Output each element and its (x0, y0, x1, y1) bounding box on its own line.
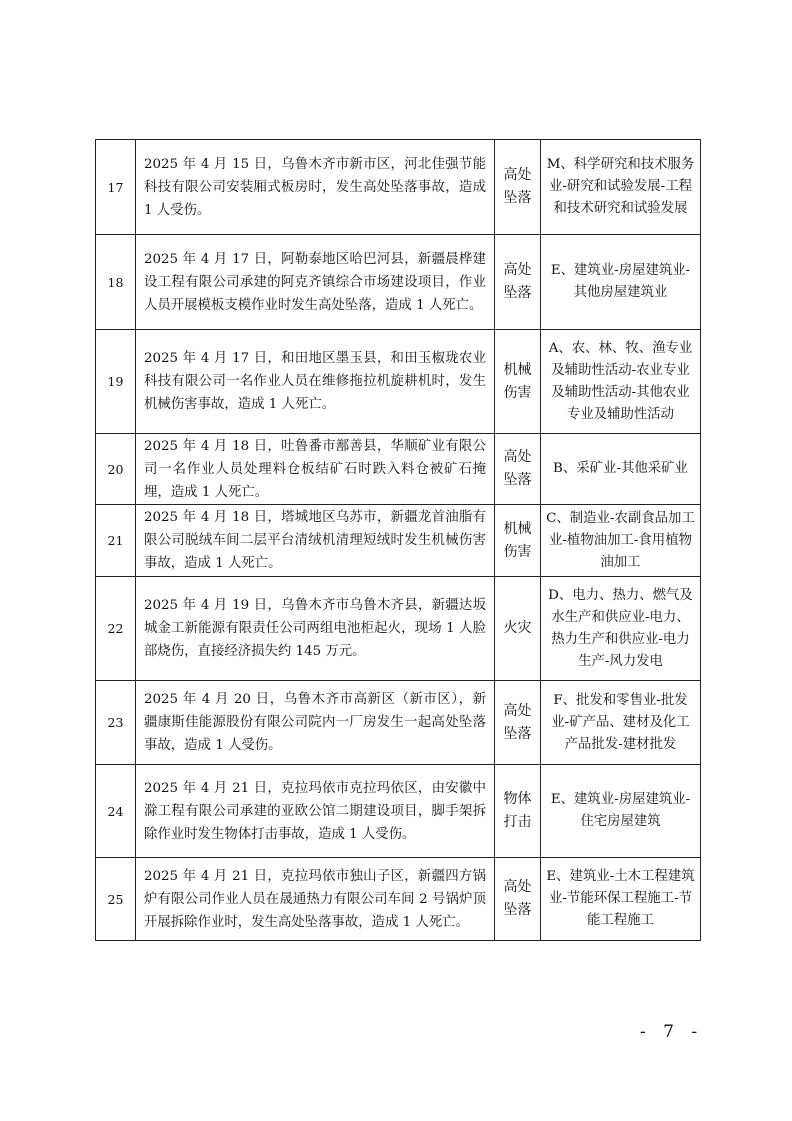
table-row (96, 140, 701, 235)
accident-type: 机械伤害 (503, 520, 532, 560)
accident-type: 火灾 (503, 620, 532, 636)
table-row (96, 505, 701, 577)
accident-type: 机械伤害 (503, 361, 532, 401)
industry-category: C、制造业-农副食品加工业-植物油加工-食用植物油加工 (541, 505, 701, 577)
row-number: 23 (96, 681, 136, 765)
accident-type: 高处坠落 (503, 879, 532, 918)
accident-description: 2025 年 4 月 15 日，乌鲁木齐市新市区，河北佳强节能科技有限公司安装厢式板房时，发生高处坠落事故，造成 1 人受伤。 (136, 140, 495, 235)
accident-type: 高处坠落 (503, 262, 532, 301)
industry-category: D、电力、热力、燃气及水生产和供应业-电力、热力生产和供应业-电力生产-风力发电 (541, 577, 701, 681)
row-number: 22 (96, 577, 136, 681)
row-number: 20 (96, 434, 136, 505)
accident-description: 2025 年 4 月 21 日，克拉玛依市独山子区，新疆四方锅炉有限公司作业人员在晟通热力有限公司车间 2 号锅炉顶开展拆除作业时，发生高处坠落事故，造成 1 人死亡。 (136, 858, 495, 941)
accident-type: 高处坠落 (503, 167, 532, 206)
accident-type-cell (495, 235, 541, 330)
accident-type-cell (495, 434, 541, 505)
accident-type: 高处坠落 (503, 702, 532, 742)
accident-type-cell (495, 577, 541, 681)
accident-description: 2025 年 4 月 20 日，乌鲁木齐市高新区（新市区），新疆康斯佳能源股份有限公司院内一厂房发生一起高处坠落事故，造成 1 人受伤。 (136, 681, 495, 765)
accident-description: 2025 年 4 月 18 日，吐鲁番市鄯善县，华顺矿业有限公司一名作业人员处理料仓板结矿石时跌入料仓被矿石掩埋，造成 1 人死亡。 (136, 434, 495, 505)
table-row (96, 235, 701, 330)
row-number: 17 (96, 140, 136, 235)
row-number: 25 (96, 858, 136, 941)
accident-type: 物体打击 (503, 791, 532, 830)
industry-category: E、建筑业-土木工程建筑业-节能环保工程施工-节能工程施工 (541, 858, 701, 941)
accident-description: 2025 年 4 月 19 日，乌鲁木齐市乌鲁木齐县，新疆达坂城金工新能源有限责任公司两组电池柜起火，现场 1 人脸部烧伤，直接经济损失约 145 万元。 (136, 577, 495, 681)
table-row (96, 681, 701, 765)
row-number: 19 (96, 330, 136, 434)
industry-category: E、建筑业-房屋建筑业-其他房屋建筑业 (541, 235, 701, 330)
accident-type-cell (495, 681, 541, 765)
industry-category: F、批发和零售业-批发业-矿产品、建材及化工产品批发-建材批发 (541, 681, 701, 765)
table-row (96, 765, 701, 858)
accident-type-cell (495, 765, 541, 858)
page-number: - 7 - (640, 1022, 704, 1042)
accident-type-cell (495, 858, 541, 941)
industry-category: A、农、林、牧、渔专业及辅助性活动-农业专业及辅助性活动-其他农业专业及辅助性活动 (541, 330, 701, 434)
row-number: 18 (96, 235, 136, 330)
table-row (96, 858, 701, 941)
accident-table (95, 139, 701, 941)
accident-description: 2025 年 4 月 18 日，塔城地区乌苏市，新疆龙首油脂有限公司脱绒车间二层平台清绒机清理短绒时发生机械伤害事故，造成 1 人死亡。 (136, 505, 495, 577)
accident-type-cell (495, 140, 541, 235)
row-number: 24 (96, 765, 136, 858)
accident-description: 2025 年 4 月 21 日，克拉玛依市克拉玛依区，由安徽中滁工程有限公司承建的亚欧公馆二期建设项目，脚手架拆除作业时发生物体打击事故，造成 1 人受伤。 (136, 765, 495, 858)
row-number: 21 (96, 505, 136, 577)
table-row (96, 434, 701, 505)
accident-type-cell (495, 330, 541, 434)
table-row (96, 577, 701, 681)
accident-description: 2025 年 4 月 17 日，阿勒泰地区哈巴河县，新疆晨桦建设工程有限公司承建的阿克齐镇综合市场建设项目，作业人员开展模板支模作业时发生高处坠落，造成 1 人死亡。 (136, 235, 495, 330)
accident-type: 高处坠落 (503, 449, 532, 488)
industry-category: B、采矿业-其他采矿业 (541, 434, 701, 505)
accident-description: 2025 年 4 月 17 日，和田地区墨玉县，和田玉椒珑农业科技有限公司一名作业人员在维修拖拉机旋耕机时，发生机械伤害事故，造成 1 人死亡。 (136, 330, 495, 434)
table-row (96, 330, 701, 434)
industry-category: M、科学研究和技术服务业-研究和试验发展-工程和技术研究和试验发展 (541, 140, 701, 235)
industry-category: E、建筑业-房屋建筑业-住宅房屋建筑 (541, 765, 701, 858)
accident-type-cell (495, 505, 541, 577)
